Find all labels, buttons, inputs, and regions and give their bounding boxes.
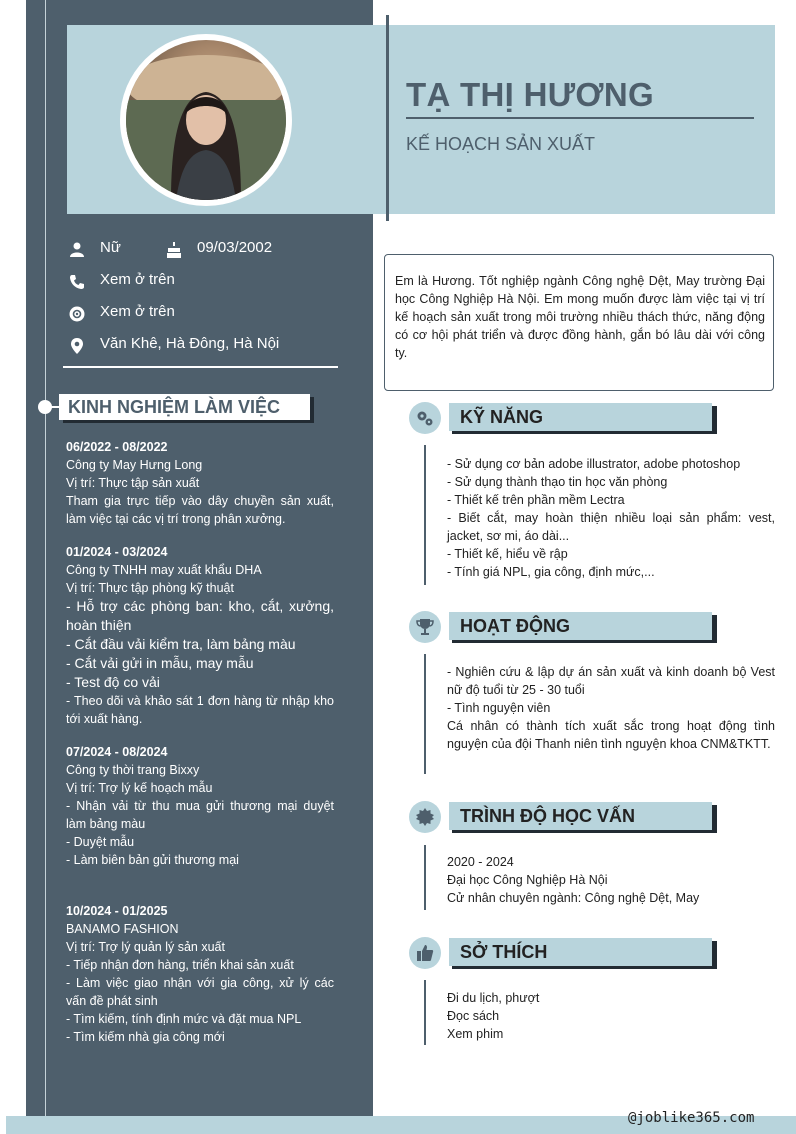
phone-icon (68, 273, 86, 291)
experience-item (66, 438, 334, 528)
experience-line: - Nhận vải từ thu mua gửi thương mại duyệt làm bảng màu (66, 799, 334, 831)
location-pin-icon (68, 337, 86, 355)
birthday-row (165, 239, 305, 261)
skills-icon-circle (409, 402, 441, 434)
skills-title: KỸ NĂNG (460, 407, 544, 427)
experience-position: Vị trí: Thực tập phòng kỹ thuật (66, 581, 234, 595)
skill-item: - Thiết kế, hiểu về rập (447, 547, 568, 561)
birthday-text: 09/03/2002 (197, 239, 273, 256)
skill-item: - Biết cắt, may hoàn thiện nhiều loại sản phẩm: vest, jacket, sơ mi, áo dài... (447, 511, 775, 543)
education-icon-circle (409, 801, 441, 833)
candidate-name: TẠ THỊ HƯƠNG (406, 76, 654, 113)
experience-position: Vị trí: Trợ lý quản lý sản xuất (66, 940, 225, 954)
address-text: Văn Khê, Hà Đông, Hà Nội (100, 335, 280, 352)
phone-row (68, 271, 328, 293)
experience-date: 10/2024 - 01/2025 (66, 904, 168, 918)
skills-line (424, 445, 426, 585)
phone-text: Xem ở trên (100, 271, 175, 288)
badge-icon (415, 807, 435, 827)
hobby-item: Xem phim (447, 1027, 504, 1041)
skills-body (447, 455, 775, 581)
email-text: Xem ở trên (100, 303, 175, 320)
activities-icon-circle (409, 611, 441, 643)
person-icon (68, 241, 86, 259)
experience-date: 01/2024 - 03/2024 (66, 545, 168, 559)
address-row (68, 335, 338, 357)
gears-icon (415, 408, 435, 428)
experience-line: - Tìm kiếm nhà gia công mới (66, 1030, 225, 1044)
skill-item: - Sử dụng thành thạo tin học văn phòng (447, 475, 668, 489)
experience-date: 07/2024 - 08/2024 (66, 745, 168, 759)
skill-item: - Sử dụng cơ bản adobe illustrator, adobe photoshop (447, 457, 741, 471)
experience-position: Vị trí: Trợ lý kế hoạch mẫu (66, 781, 213, 795)
experience-company: Công ty May Hưng Long (66, 458, 203, 472)
experience-date: 06/2022 - 08/2022 (66, 440, 168, 454)
experience-company: Công ty thời trang Bixxy (66, 763, 200, 777)
header-divider (386, 15, 389, 221)
experience-line: Tham gia trực tiếp vào dây chuyền sản xuất, làm việc tại các vị trí trong phân xưởng. (66, 494, 334, 526)
education-title: TRÌNH ĐỘ HỌC VẤN (460, 806, 635, 826)
education-line (424, 845, 426, 910)
hobbies-body (447, 989, 775, 1043)
skill-item: - Tính giá NPL, gia công, định mức,... (447, 565, 655, 579)
summary-text: Em là Hương. Tốt nghiệp ngành Công nghệ Dệt, May trường Đại học Công Nghiệp Hà Nội. Em mong muốn được làm việc tại vị trí kế hoạch sản xuất trong môi trường nhiều thách thức, năng động có cơ hội phát triển và được đồng hành, gắn bó lâu dài với công ty. (395, 274, 765, 360)
at-icon (68, 305, 86, 323)
experience-item (66, 743, 334, 869)
experience-company: BANAMO FASHION (66, 922, 179, 936)
hobby-item: Đọc sách (447, 1009, 500, 1023)
avatar (126, 40, 286, 200)
info-divider (63, 366, 338, 368)
hobby-item: Đi du lịch, phượt (447, 991, 540, 1005)
email-row (68, 303, 328, 325)
activity-item: - Tình nguyện viên (447, 701, 551, 715)
experience-line: - Tìm kiếm, tính định mức và đặt mua NPL (66, 1012, 302, 1026)
education-item: 2020 - 2024 (447, 855, 514, 869)
trophy-icon (415, 617, 435, 637)
gender-text: Nữ (100, 239, 121, 256)
experience-line: - Duyệt mẫu (66, 835, 135, 849)
activity-item: - Nghiên cứu & lập dự án sản xuất và kinh doanh bộ Vest nữ độ tuổi từ 25 - 30 tuổi (447, 665, 775, 697)
activities-title: HOẠT ĐỘNG (460, 616, 570, 636)
cake-icon (165, 241, 183, 259)
experience-line: - Hỗ trợ các phòng ban: kho, cắt, xưởng, hoàn thiện (66, 598, 334, 633)
watermark: @joblike365.com (628, 1110, 755, 1126)
activities-body (447, 663, 775, 753)
education-item: Cử nhân chuyên ngành: Công nghệ Dệt, May (447, 891, 700, 905)
activity-item: Cá nhân có thành tích xuất sắc trong hoạt động tình nguyện của đội Thanh niên tình nguyện khoa CNM&TKTT. (447, 719, 775, 751)
thumbs-up-icon (415, 943, 435, 963)
hobbies-title: SỞ THÍCH (460, 942, 548, 962)
hobbies-icon-circle (409, 937, 441, 969)
experience-item (66, 902, 334, 1046)
job-title: KẾ HOẠCH SẢN XUẤT (406, 134, 596, 154)
experience-line: - Cắt đầu vải kiểm tra, làm bảng màu (66, 636, 296, 652)
experience-title: KINH NGHIỆM LÀM VIỆC (68, 397, 281, 417)
education-item: Đại học Công Nghiệp Hà Nội (447, 873, 608, 887)
name-underline (406, 117, 754, 119)
gender-row (68, 239, 158, 261)
timeline-line (45, 0, 46, 1134)
experience-line: - Tiếp nhận đơn hàng, triển khai sản xuất (66, 958, 294, 972)
experience-position: Vị trí: Thực tập sản xuất (66, 476, 200, 490)
education-body (447, 853, 775, 907)
experience-line: - Theo dõi và khảo sát 1 đơn hàng từ nhập kho tới xuất hàng. (66, 694, 334, 726)
experience-line: - Làm biên bản gửi thương mại (66, 853, 239, 867)
experience-line: - Cắt vải gửi in mẫu, may mẫu (66, 655, 254, 671)
skill-item: - Thiết kế trên phần mềm Lectra (447, 493, 625, 507)
experience-line: - Làm việc giao nhận với gia công, xử lý các vấn đề phát sinh (66, 976, 334, 1008)
activities-line (424, 654, 426, 774)
hobbies-line (424, 980, 426, 1045)
timeline-dot (38, 400, 52, 414)
experience-company: Công ty TNHH may xuất khẩu DHA (66, 563, 262, 577)
experience-line: - Test độ co vải (66, 674, 160, 690)
experience-item (66, 543, 334, 728)
